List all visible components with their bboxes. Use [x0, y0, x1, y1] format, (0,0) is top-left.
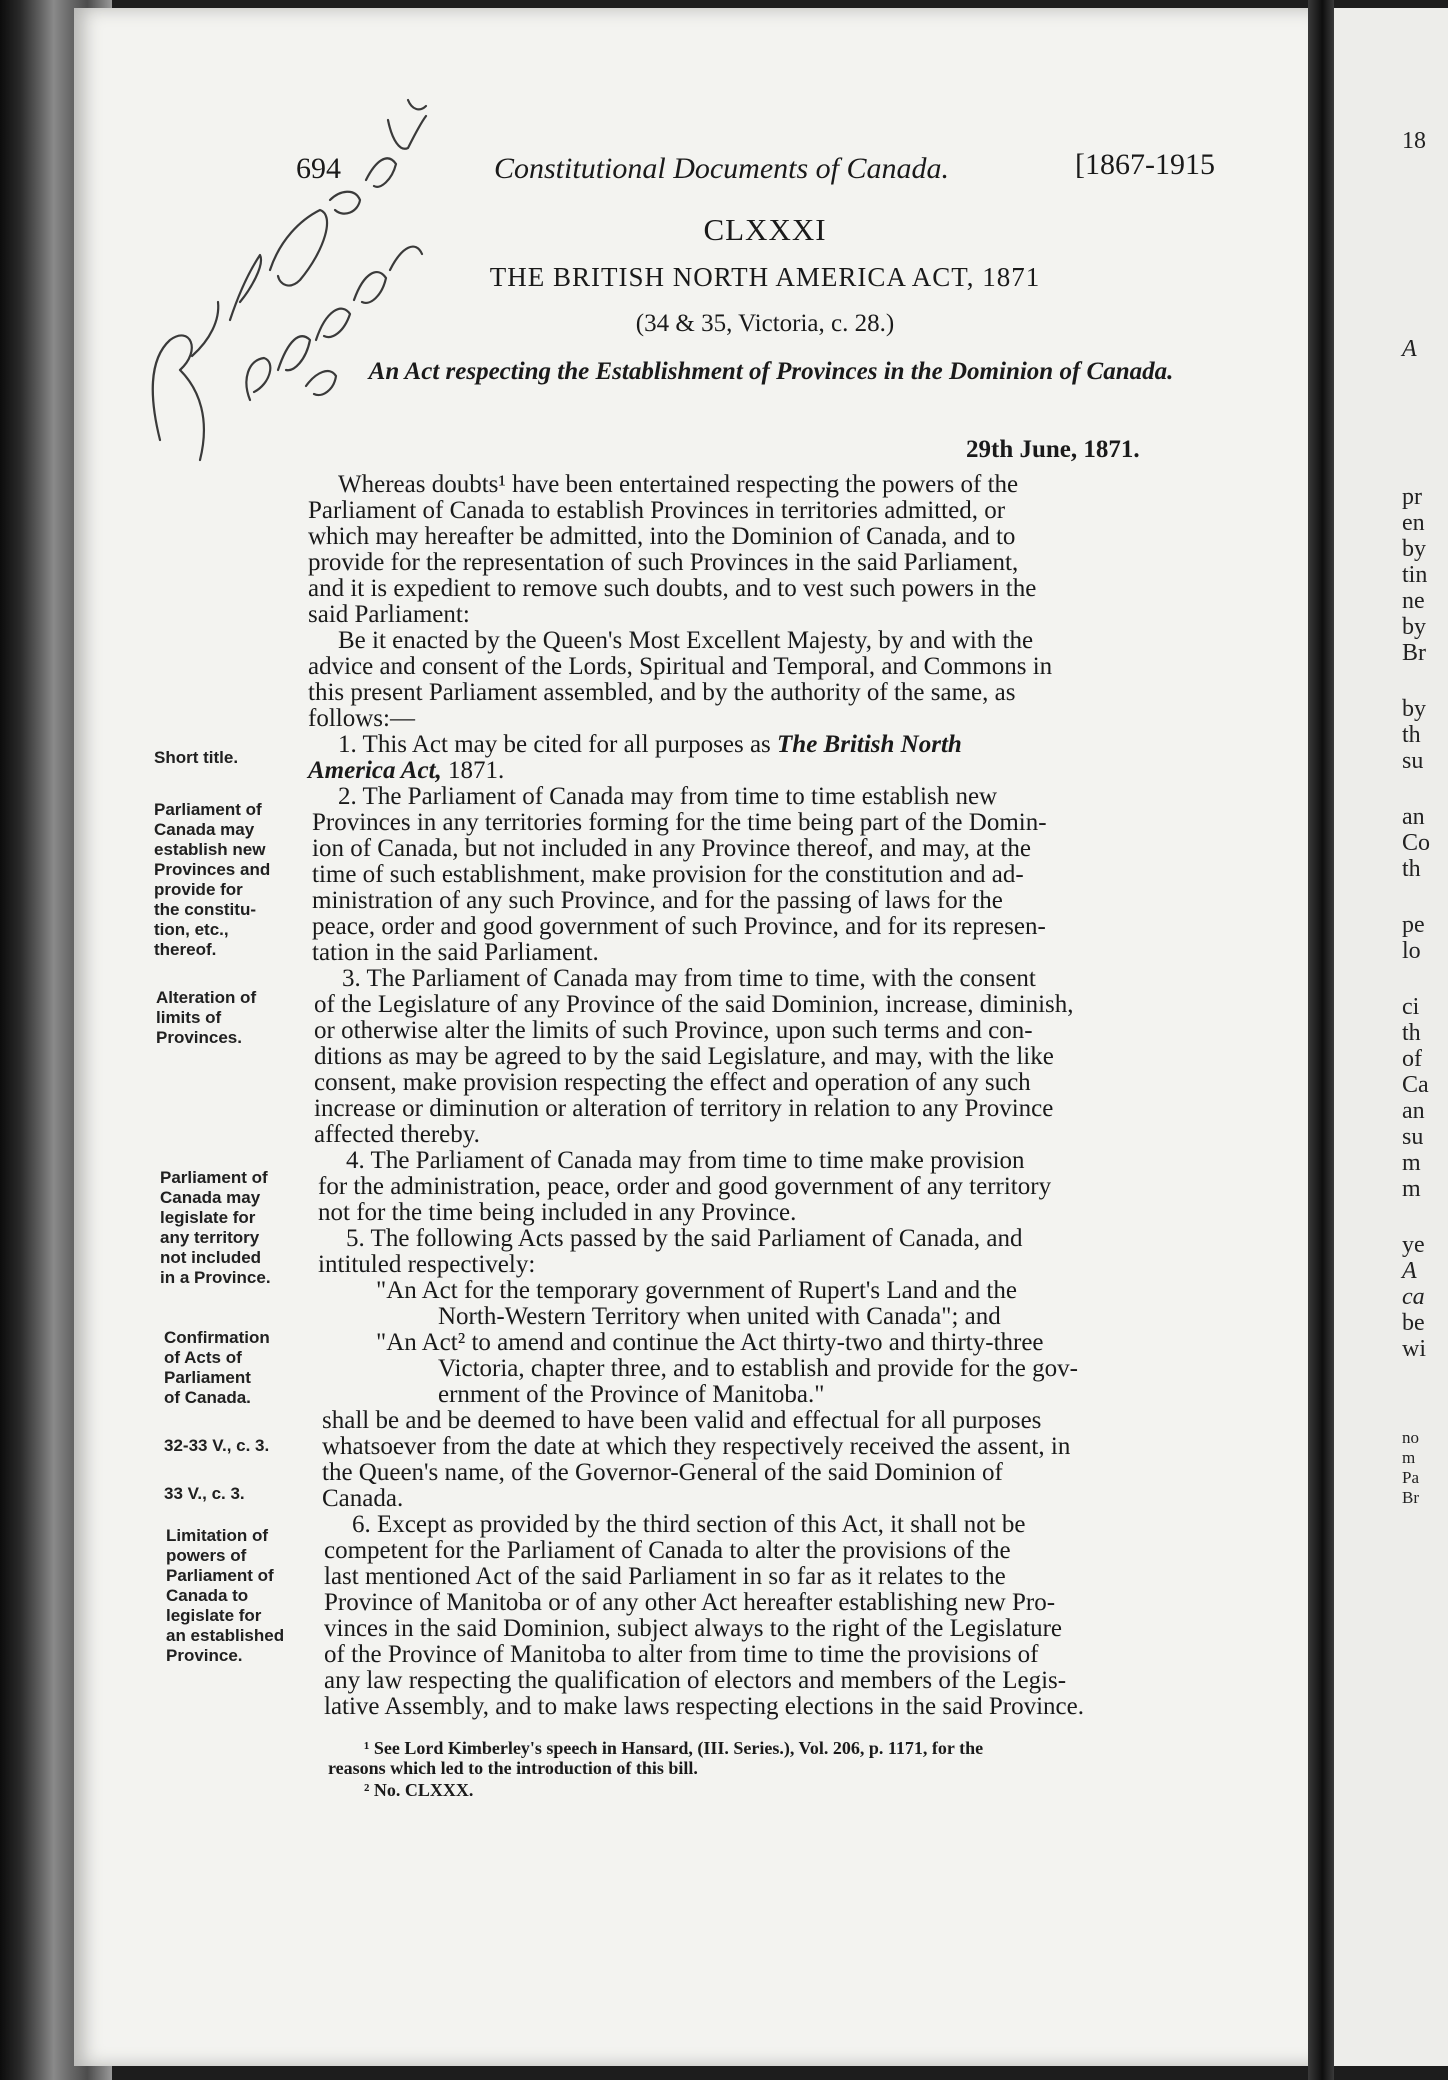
adjacent-page-fragment: an	[1402, 1098, 1425, 1124]
adjacent-page-fragment: Br	[1402, 640, 1426, 666]
body-text-line: or otherwise alter the limits of such Province, upon such terms and con-	[314, 1017, 1033, 1044]
body-text-line: vinces in the said Dominion, subject always to the right of the Legislature	[324, 1615, 1063, 1642]
body-text-line: not for the time being included in any Province.	[318, 1199, 797, 1226]
act-citation: (34 & 35, Victoria, c. 28.)	[635, 310, 895, 337]
adjacent-page-fragment: A	[1402, 336, 1417, 362]
body-text-line: of the Legislature of any Province of the said Dominion, increase, diminish,	[314, 991, 1074, 1018]
body-text-line: follows:—	[308, 705, 415, 732]
body-text-line: shall be and be deemed to have been valid and effectual for all purposes	[322, 1407, 1042, 1434]
adjacent-page-fragment: wi	[1402, 1336, 1426, 1362]
act-date: 29th June, 1871.	[966, 436, 1140, 463]
body-text-line: 3. The Parliament of Canada may from time to time, with the consent	[342, 965, 1036, 992]
footnote-line: reasons which led to the introduction of this bill.	[328, 1758, 698, 1778]
adjacent-page-fragment: by	[1402, 696, 1426, 722]
body-text-line: ernment of the Province of Manitoba."	[438, 1381, 825, 1408]
adjacent-page-fragment: by	[1402, 614, 1426, 640]
adjacent-page-fragment: m	[1402, 1176, 1421, 1202]
body-text-line: Provinces in any territories forming for the time being part of the Domin-	[312, 809, 1047, 836]
body-text-line: consent, make provision respecting the effect and operation of any such	[314, 1069, 1031, 1096]
body-text-line: Victoria, chapter three, and to establish and provide for the gov-	[438, 1355, 1078, 1382]
margin-note: 32-33 V., c. 3.	[164, 1436, 270, 1455]
adjacent-page-fragment: th	[1402, 1020, 1421, 1046]
body-text-line: 4. The Parliament of Canada may from time to time make provision	[346, 1147, 1025, 1174]
body-text-line: Be it enacted by the Queen's Most Excellent Majesty, by and with the	[338, 627, 1034, 654]
adjacent-page-fragment: pr	[1402, 484, 1422, 510]
body-text-line: Whereas doubts¹ have been entertained respecting the powers of the	[338, 471, 1019, 498]
body-text-line: ministration of any such Province, and for the passing of laws for the	[312, 887, 1003, 914]
margin-note: Limitation of powers of Parliament of Canada to legislate for an established Province.	[166, 1526, 285, 1665]
body-text-line: Province of Manitoba or of any other Act hereafter establishing new Pro-	[324, 1589, 1056, 1616]
adjacent-page-fragment: su	[1402, 1124, 1424, 1150]
margin-note: Parliament of Canada may legislate for any territory not included in a Province.	[160, 1168, 271, 1287]
body-text-line: 1. This Act may be cited for all purposes as The British North	[338, 731, 962, 758]
adjacent-page-fragment: A	[1402, 1258, 1417, 1284]
date-range: [1867-1915	[1075, 148, 1215, 181]
adjacent-page-fragment: Ca	[1402, 1072, 1429, 1098]
adjacent-page-fragment: Pa	[1402, 1468, 1419, 1487]
body-text-line: Parliament of Canada to establish Provinces in territories admitted, or	[308, 497, 1006, 524]
body-text-line: lative Assembly, and to make laws respecting elections in the said Province.	[324, 1693, 1084, 1720]
adjacent-page-fragment: lo	[1402, 938, 1421, 964]
body-text-line: ion of Canada, but not included in any Province thereof, and may, at the	[312, 835, 1032, 862]
adjacent-page-fragment: by	[1402, 536, 1426, 562]
page-number: 694	[296, 152, 341, 185]
adjacent-page-fragment: Co	[1402, 830, 1431, 856]
margin-note: Alteration of limits of Provinces.	[156, 988, 257, 1047]
adjacent-page-fragment: of	[1402, 1046, 1422, 1072]
act-title: THE BRITISH NORTH AMERICA ACT, 1871	[489, 262, 1041, 292]
body-text-line: "An Act² to amend and continue the Act thirty-two and thirty-three	[376, 1329, 1044, 1356]
adjacent-page-fragment: Br	[1402, 1488, 1419, 1507]
body-text-line: tation in the said Parliament.	[312, 939, 599, 966]
body-text-line: intituled respectively:	[318, 1251, 536, 1278]
adjacent-page-fragment: m	[1402, 1150, 1421, 1176]
body-text-line: competent for the Parliament of Canada to alter the provisions of the	[324, 1537, 1011, 1564]
body-text-line: last mentioned Act of the said Parliament in so far as it relates to the	[324, 1563, 1006, 1590]
adjacent-page-fragment: pe	[1402, 912, 1425, 938]
body-text-line: which may hereafter be admitted, into the Dominion of Canada, and to	[308, 523, 1016, 550]
page-gutter	[1308, 0, 1334, 2080]
body-text-line: 2. The Parliament of Canada may from time to time establish new	[338, 783, 998, 810]
margin-note: Parliament of Canada may establish new Provinces and provide for the constitu- tion, etc., thereof.	[154, 800, 271, 959]
body-text-line: any law respecting the qualification of electors and members of the Legis-	[324, 1667, 1067, 1694]
adjacent-page-fragment: be	[1402, 1310, 1425, 1336]
adjacent-page-fragment: th	[1402, 722, 1421, 748]
body-text-line: ditions as may be agreed to by the said Legislature, and may, with the like	[314, 1043, 1054, 1070]
adjacent-page-fragment: no	[1402, 1428, 1419, 1447]
adjacent-page-fragment: ne	[1402, 588, 1425, 614]
footnote-line: ² No. CLXXX.	[364, 1780, 474, 1800]
adjacent-page-fragment: an	[1402, 804, 1425, 830]
body-text-line: 5. The following Acts passed by the said Parliament of Canada, and	[346, 1225, 1023, 1252]
adjacent-page-fragment: ca	[1402, 1284, 1425, 1310]
body-text-line: the Queen's name, of the Governor-General of the said Dominion of	[322, 1459, 1003, 1486]
body-text-line: Canada.	[322, 1485, 404, 1512]
body-text-line: for the administration, peace, order and good government of any territory	[318, 1173, 1052, 1200]
margin-note: Confirmation of Acts of Parliament of Canada.	[164, 1328, 270, 1407]
body-text-line: affected thereby.	[314, 1121, 480, 1148]
body-text-line: said Parliament:	[308, 601, 470, 628]
margin-note: Short title.	[154, 748, 239, 767]
body-text-line: America Act, 1871.	[308, 757, 505, 784]
adjacent-page-fragment: su	[1402, 748, 1424, 774]
body-text-line: 6. Except as provided by the third section of this Act, it shall not be	[352, 1511, 1026, 1538]
body-text-line: peace, order and good government of such Province, and for its represen-	[312, 913, 1046, 940]
adjacent-page-fragment: th	[1402, 856, 1421, 882]
body-text-line: of the Province of Manitoba to alter from time to time the provisions of	[324, 1641, 1039, 1668]
body-text-line: provide for the representation of such Provinces in the said Parliament,	[308, 549, 1019, 576]
body-text-line: and it is expedient to remove such doubts, and to vest such powers in the	[308, 575, 1037, 602]
document-number: CLXXXI	[703, 212, 827, 247]
act-long-title: An Act respecting the Establishment of Provinces in the Dominion of Canada.	[368, 358, 1174, 385]
adjacent-page-fragment: 18	[1402, 128, 1426, 154]
body-text-line: advice and consent of the Lords, Spiritual and Temporal, and Commons in	[308, 653, 1053, 680]
footnote-line: ¹ See Lord Kimberley's speech in Hansard, (III. Series.), Vol. 206, p. 1171, for the	[364, 1738, 984, 1758]
body-text-line: North-Western Territory when united with Canada"; and	[438, 1303, 1001, 1330]
running-title: Constitutional Documents of Canada.	[494, 152, 950, 185]
adjacent-page-fragment: m	[1402, 1448, 1416, 1467]
body-text-line: "An Act for the temporary government of Rupert's Land and the	[376, 1277, 1017, 1304]
body-text-line: whatsoever from the date at which they respectively received the assent, in	[322, 1433, 1071, 1460]
margin-note: 33 V., c. 3.	[164, 1484, 245, 1503]
adjacent-page	[1334, 8, 1448, 2066]
body-text-line: increase or diminution or alteration of territory in relation to any Province	[314, 1095, 1054, 1122]
adjacent-page-fragment: ci	[1402, 994, 1420, 1020]
body-text-line: time of such establishment, make provision for the constitution and ad-	[312, 861, 1024, 888]
adjacent-page-fragment: ye	[1402, 1232, 1425, 1258]
adjacent-page-fragment: en	[1402, 510, 1425, 536]
body-text-line: this present Parliament assembled, and by the authority of the same, as	[308, 679, 1016, 706]
adjacent-page-fragment: tin	[1402, 562, 1428, 588]
